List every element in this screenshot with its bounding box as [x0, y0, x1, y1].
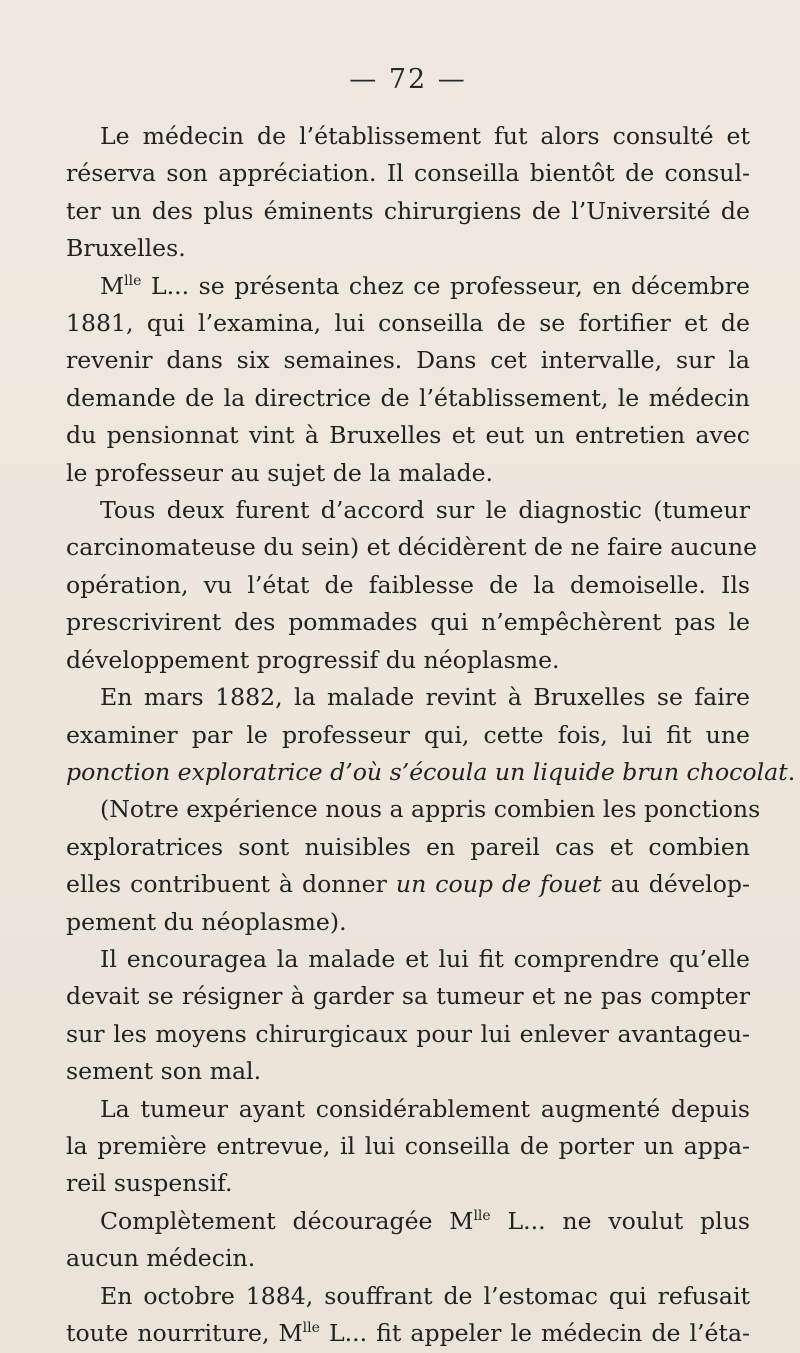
- text-line: [66, 1203, 750, 1240]
- text-line: du pensionnat vint à Bruxelles et eut un entretien avec: [66, 421, 750, 450]
- text-line: opération, vu l’état de faiblesse de la demoiselle. Ils: [66, 570, 750, 599]
- text-line: En mars 1882, la malade revint à Bruxelles se faire: [100, 683, 750, 712]
- page-number: — 72 —: [349, 64, 467, 95]
- text-line: (Notre expérience nous a appris combien les ponctions: [100, 795, 761, 824]
- superscript: lle: [473, 1207, 491, 1224]
- text-line: examiner par le professeur qui, cette fois, lui fit une: [66, 720, 750, 749]
- text-segment: L... fit appeler le médecin de l’éta-: [319, 1319, 750, 1347]
- text-line: [66, 866, 750, 903]
- text-line: Bruxelles.: [66, 234, 186, 263]
- text-line: le professeur au sujet de la malade.: [66, 458, 494, 487]
- text-line: [66, 1315, 750, 1352]
- text-line: reil suspensif.: [66, 1169, 233, 1198]
- text-segment: toute nourriture, M: [66, 1319, 303, 1347]
- text-line: exploratrices sont nuisibles en pareil cas et combien: [66, 832, 750, 861]
- text-segment: L... se présenta chez ce professeur, en décembre: [141, 271, 750, 300]
- superscript: lle: [302, 1320, 320, 1337]
- text-line: [66, 754, 796, 791]
- text-line: prescrivirent des pommades qui n’empêchèrent pas le: [66, 608, 750, 637]
- text-line: aucun médecin.: [66, 1244, 256, 1273]
- text-line: pement du néoplasme).: [66, 907, 347, 936]
- text-line: sur les moyens chirurgicaux pour lui enlever avantageu-: [66, 1019, 750, 1048]
- body-text: [66, 118, 796, 1352]
- text-segment: au dévelop-: [601, 870, 750, 899]
- text-segment: Complètement découragée M: [100, 1206, 474, 1235]
- text-line: Le médecin de l’établissement fut alors consulté et: [100, 122, 750, 150]
- text-line: Tous deux furent d’accord sur le diagnostic (tumeur: [100, 496, 750, 525]
- text-line: 1881, qui l’examina, lui conseilla de se fortifier et de: [66, 309, 750, 338]
- text-segment: elles contribuent à donner: [66, 870, 396, 899]
- text-line: la première entrevue, il lui conseilla de porter un appa-: [66, 1131, 750, 1160]
- text-line: carcinomateuse du sein) et décidèrent de ne faire aucune: [66, 533, 758, 562]
- text-line: réserva son appréciation. Il conseilla bientôt de consul-: [66, 159, 750, 188]
- italic-text: ponction exploratrice d’où s’écoula un liquide brun chocolat: [66, 757, 788, 786]
- text-line: revenir dans six semaines. Dans cet intervalle, sur la: [66, 346, 750, 375]
- text-line: développement progressif du néoplasme.: [66, 645, 560, 674]
- text-segment: L... ne voulut plus: [490, 1206, 750, 1235]
- italic-text: un coup de fouet: [395, 870, 602, 899]
- text-line: La tumeur ayant considérablement augmenté depuis: [100, 1094, 750, 1123]
- text-line: devait se résigner à garder sa tumeur et ne pas compter: [66, 982, 750, 1011]
- superscript: lle: [124, 272, 142, 289]
- text-segment: .: [787, 757, 796, 786]
- text-line: ter un des plus éminents chirurgiens de l’Université de: [66, 196, 750, 225]
- text-line: [66, 268, 750, 305]
- text-line: Il encouragea la malade et lui fit comprendre qu’elle: [100, 944, 750, 973]
- text-line: demande de la directrice de l’établissement, le médecin: [66, 383, 750, 412]
- text-segment: M: [100, 271, 125, 300]
- text-line: sement son mal.: [66, 1057, 262, 1086]
- text-line: En octobre 1884, souffrant de l’estomac qui refusait: [100, 1281, 750, 1310]
